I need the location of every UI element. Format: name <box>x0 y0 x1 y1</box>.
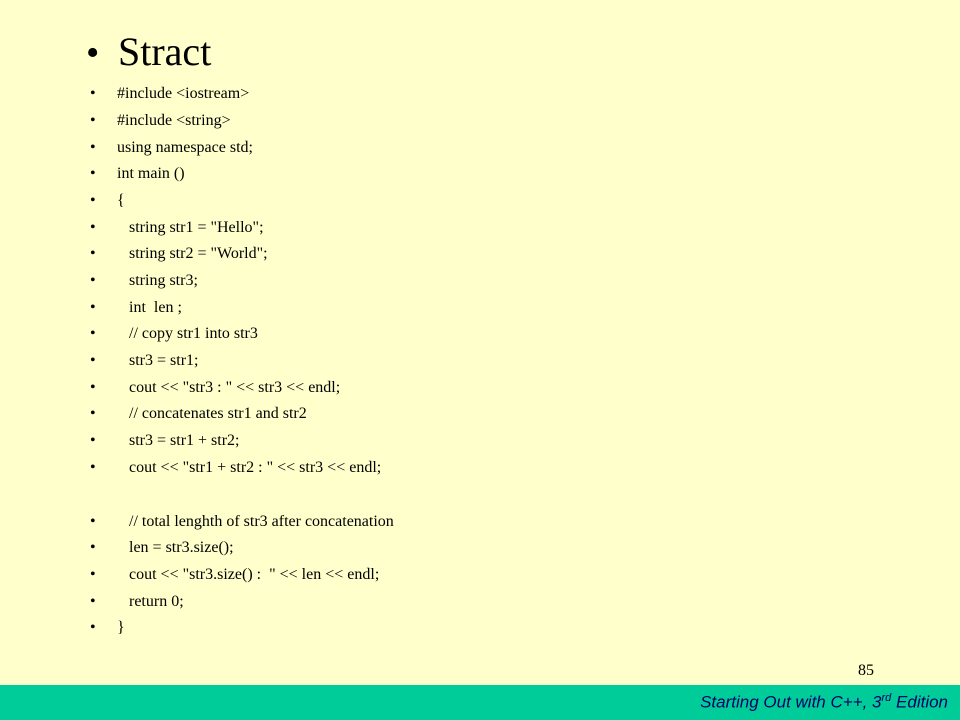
code-line-text: str3 = str1; <box>117 352 199 369</box>
bullet-marker: • <box>90 245 96 262</box>
bullet-marker: • <box>90 593 96 610</box>
code-line-text: int len ; <box>117 299 182 316</box>
code-line-text: } <box>117 619 125 636</box>
page-number: 85 <box>858 662 874 679</box>
code-line-text: { <box>117 192 125 209</box>
code-line-text: cout << "str1 + str2 : " << str3 << endl; <box>117 459 382 476</box>
footer-text-tail: Edition <box>891 692 948 712</box>
bullet-marker: • <box>90 352 96 369</box>
code-line-text: string str3; <box>117 272 198 289</box>
code-line-text: // copy str1 into str3 <box>117 325 258 342</box>
code-line-text: len = str3.size(); <box>117 539 234 556</box>
bullet-marker: • <box>90 165 96 182</box>
code-line-text: str3 = str1 + str2; <box>117 432 240 449</box>
code-line-text: // concatenates str1 and str2 <box>117 405 307 422</box>
bullet-marker: • <box>90 513 96 530</box>
bullet-marker: • <box>90 139 96 156</box>
code-line-text: #include <string> <box>117 112 231 129</box>
footer-edition-text <box>700 692 948 713</box>
code-line-text: string str1 = "Hello"; <box>117 219 264 236</box>
bullet-marker: • <box>90 405 96 422</box>
bullet-marker: • <box>90 619 96 636</box>
code-line-text: cout << "str3 : " << str3 << endl; <box>117 379 341 396</box>
footer-text-main: Starting Out with C++, 3 <box>700 692 882 712</box>
title-bullet: • <box>86 32 100 74</box>
bullet-marker: • <box>90 432 96 449</box>
bullet-marker: • <box>90 379 96 396</box>
bullet-marker: • <box>90 299 96 316</box>
bullet-marker: • <box>90 272 96 289</box>
bullet-marker: • <box>90 566 96 583</box>
code-line-text: string str2 = "World"; <box>117 245 268 262</box>
bullet-marker: • <box>90 112 96 129</box>
code-line-text: int main () <box>117 165 185 182</box>
bullet-marker: • <box>90 192 96 209</box>
footer-text-sup: rd <box>881 692 892 704</box>
code-line-text: cout << "str3.size() : " << len << endl; <box>117 566 380 583</box>
bullet-marker: • <box>90 539 96 556</box>
code-line-text: #include <iostream> <box>117 85 250 102</box>
footer-bar <box>0 685 960 720</box>
slide-title: Stract <box>118 29 212 74</box>
bullet-marker: • <box>90 85 96 102</box>
code-line-text: using namespace std; <box>117 139 253 156</box>
bullet-marker: • <box>90 325 96 342</box>
slide-title-row <box>86 28 211 75</box>
bullet-marker: • <box>90 219 96 236</box>
bullet-marker: • <box>90 459 96 476</box>
code-line-text: return 0; <box>117 593 184 610</box>
code-line-text: // total lenghth of str3 after concatenation <box>117 513 394 530</box>
